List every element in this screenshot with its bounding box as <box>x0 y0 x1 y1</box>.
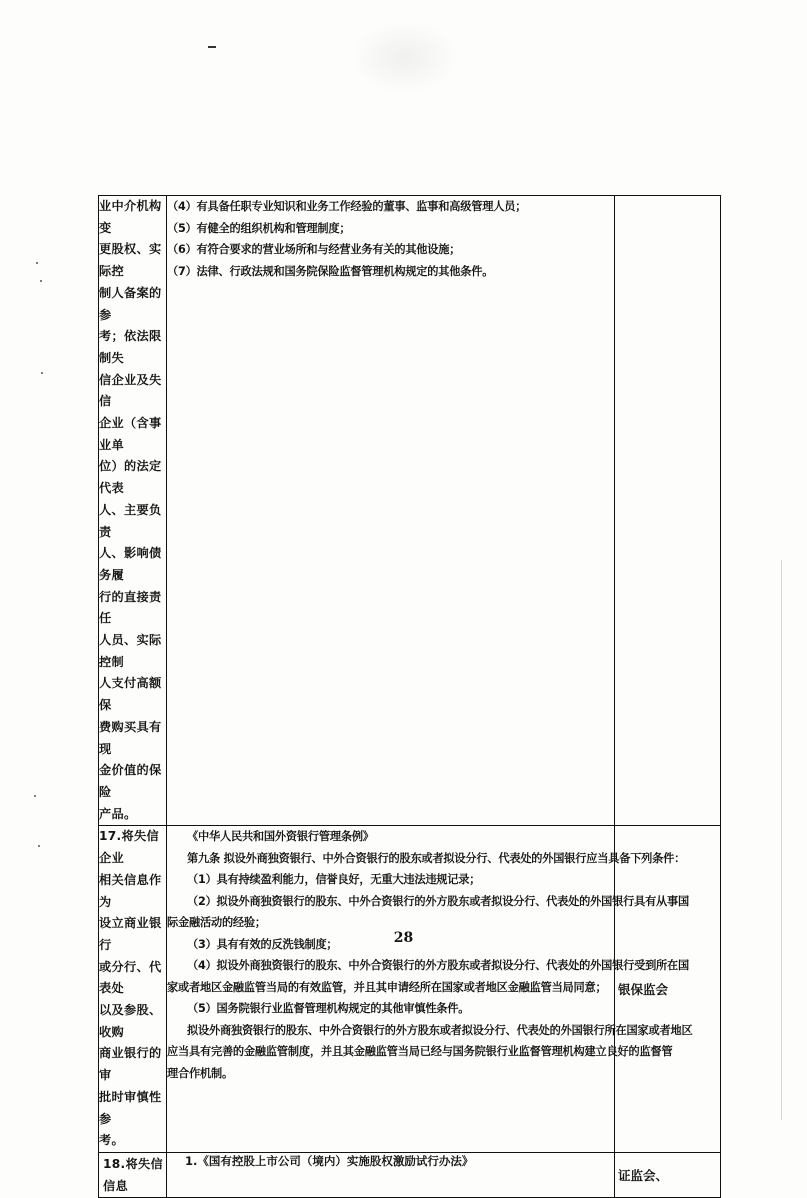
text-line: 相关信息作为 <box>99 872 162 909</box>
regulation-table <box>98 195 721 1198</box>
text-line: （4）拟设外商独资银行的股东、中外合资银行的外方股东或者拟设分行、代表处的外国银行受到所在国 <box>187 959 690 973</box>
text-line: 金价值的保险 <box>99 763 162 799</box>
text-line: 考；依法限制失 <box>99 329 162 365</box>
scan-edge <box>781 560 782 1120</box>
text-line: （1）具有持续盈利能力，信誉良好，无重大违法违规记录； <box>187 873 481 887</box>
measure-cell: 18.将失信信息 <box>99 1152 167 1197</box>
text-line: 17.将失信企业 <box>99 829 159 866</box>
text-line: 第九条 拟设外商独资银行、中外合资银行的股东或者拟设分行、代表处的外国银行应当具备下列条件： <box>187 851 686 865</box>
text-line: 行的直接责任 <box>99 589 162 626</box>
text-line: 家或者地区金融监管当局的有效监管，并且其申请经所在国家或者地区金融监管当局同意； <box>167 980 607 994</box>
text-line: （4）有具备任职专业知识和业务工作经验的董事、监事和高级管理人员； <box>167 200 527 213</box>
text-line: （7）法律、行政法规和国务院保险监督管理机构规定的其他条件。 <box>167 264 494 278</box>
text-line: 考。 <box>99 1133 124 1148</box>
department-cell: 证监会、 <box>615 1152 721 1197</box>
table-row <box>99 826 721 1153</box>
scan-shadow <box>350 20 460 95</box>
text-line: 商业银行的审 <box>99 1046 162 1083</box>
basis-cell <box>167 196 615 826</box>
text-line: 业中介机构变 <box>99 199 162 235</box>
scan-speck <box>36 262 38 264</box>
basis-cell: 1.《国有控股上市公司（境内）实施股权激励试行办法》 <box>167 1152 615 1197</box>
text-line: 或分行、代表处 <box>99 959 162 996</box>
measure-cell <box>99 196 167 826</box>
scan-speck <box>41 372 43 374</box>
text-line: 企业（含事业单 <box>99 416 162 452</box>
text-line: 人、主要负责 <box>99 502 162 539</box>
text-line: 产品。 <box>99 806 137 821</box>
text-line: 更股权、实际控 <box>99 242 162 279</box>
text-line: （5）有健全的组织机构和管理制度； <box>167 221 351 235</box>
text-line: 人员、实际控制 <box>99 633 162 669</box>
text-line: 人支付高额保 <box>99 676 162 713</box>
text-line: 以及参股、收购 <box>99 1003 162 1039</box>
text-line: 拟设外商独资银行的股东、中外合资银行的外方股东或者拟设分行、代表处的外国银行所在国家或者地区 <box>187 1023 693 1037</box>
text-line: （2）拟设外商独资银行的股东、中外合资银行的外方股东或者拟设分行、代表处的外国银行具有从事国 <box>187 894 690 908</box>
text-line: 设立商业银行 <box>99 916 162 952</box>
text-line: 制人备案的参 <box>99 285 162 322</box>
text-line: （5）国务院银行业监督管理机构规定的其他审慎性条件。 <box>187 1002 470 1016</box>
table-row <box>99 196 721 826</box>
department-cell <box>615 196 721 826</box>
text-line: 批时审慎性参 <box>99 1089 162 1126</box>
scan-speck <box>40 280 42 282</box>
measure-cell <box>99 826 167 1153</box>
page-number: 28 <box>393 930 414 946</box>
text-line: 信企业及失信 <box>99 372 162 409</box>
text-line: 应当具有完善的金融监管制度，并且其金融监管当局已经与国务院银行业监督管理机构建立良好的监督管 <box>167 1045 673 1059</box>
text-line: （3）具有有效的反洗钱制度； <box>187 937 338 951</box>
department-cell: 银保监会 <box>615 826 721 1153</box>
text-line: （6）有符合要求的营业场所和与经营业务有关的其他设施； <box>167 243 461 256</box>
scan-speck <box>38 845 40 847</box>
table-row <box>99 1152 721 1197</box>
scan-mark <box>208 46 216 48</box>
text-line: 理合作机制。 <box>167 1066 233 1080</box>
text-line: 际金融活动的经验； <box>167 916 266 930</box>
text-line: 费购买具有现 <box>99 719 162 756</box>
text-line: 位）的法定代表 <box>99 459 162 496</box>
law-title: 《中华人民共和国外资银行管理条例》 <box>187 830 374 844</box>
text-line: 人、影响债务履 <box>99 546 162 582</box>
scan-speck <box>34 795 36 797</box>
